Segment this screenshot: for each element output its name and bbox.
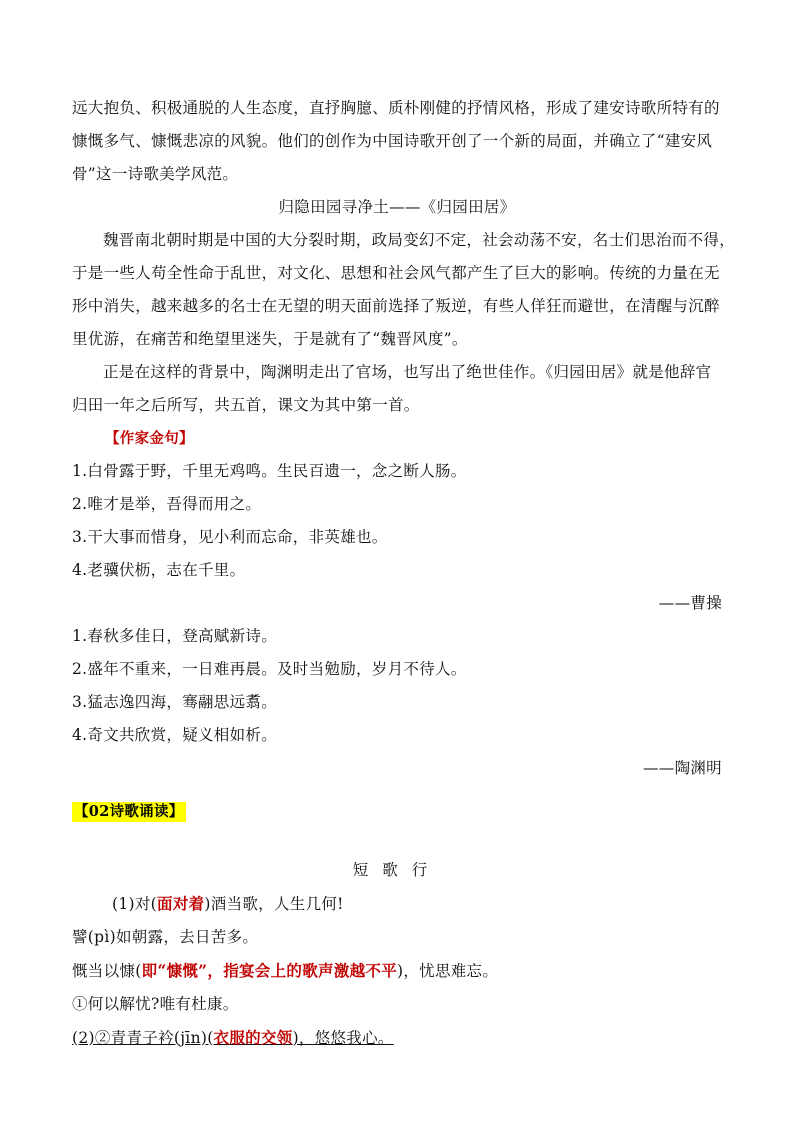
document-page — [72, 92, 736, 1055]
poem-line — [72, 954, 722, 988]
text-line: 归田一年之后所写，共五首，课文为其中第一首。 — [72, 396, 420, 414]
quote-item: 1.白骨露于野，千里无鸡鸣。生民百遗一，念之断人肠。 — [72, 462, 467, 480]
intro-paragraph — [72, 92, 722, 191]
tao-quotes — [72, 620, 722, 785]
poem-line: 譬(pì)如朝露，去日苦多。 — [72, 928, 259, 946]
poem-text: )，悠悠我心。 — [292, 1029, 394, 1047]
poem-body — [72, 887, 722, 1055]
quote-item: 4.奇文共欣赏，疑义相如析。 — [72, 726, 277, 744]
text-line: 形中消失，越来越多的名士在无望的明天面前选择了叛逆，有些人佯狂而避世，在清醒与沉醉 — [72, 297, 720, 315]
poem-text: 慨当以慷( — [72, 962, 142, 980]
section-title: 归隐田园寻净土——《归园田居》 — [278, 198, 516, 216]
text-line: 骨”这一诗歌美学风范。 — [72, 165, 239, 183]
poem-text: (2)②青青子衿(jīn)( — [72, 1029, 214, 1047]
poem-annotation: 面对着 — [157, 894, 205, 913]
poem-title: 短歌行 — [352, 861, 442, 879]
background-paragraph-2 — [72, 356, 722, 422]
poem-annotation: 衣服的交领 — [213, 1028, 293, 1047]
quote-item: 3.猛志逸四海，骞翮思远翥。 — [72, 693, 277, 711]
poem-text: )，忧思难忘。 — [397, 962, 499, 980]
poem-text: (1)对( — [112, 895, 158, 913]
text-line: 远大抱负、积极通脱的人生态度，直抒胸臆、质朴刚健的抒情风格，形成了建安诗歌所特有的 — [72, 99, 720, 117]
quotes-tag: 【作家金句】 — [105, 430, 194, 447]
section2-heading — [72, 795, 722, 828]
background-paragraph-1 — [72, 224, 736, 356]
quote-author: ——陶渊明 — [642, 759, 722, 777]
text-line: 正是在这样的背景中，陶渊明走出了官场，也写出了绝世佳作。《归园田居》就是他辞官 — [103, 363, 712, 381]
text-line: 魏晋南北朝时期是中国的大分裂时期，政局变幻不定，社会动荡不安，名士们思治而不得， — [103, 231, 736, 249]
text-line: 于是一些人苟全性命于乱世，对文化、思想和社会风气都产生了巨大的影响。传统的力量在无 — [72, 264, 720, 282]
section2-tag: 【02诗歌诵读】 — [74, 803, 184, 820]
poem-line — [72, 1021, 722, 1055]
caocao-quotes — [72, 455, 722, 620]
poem-text: )酒当歌，人生几何! — [204, 895, 344, 913]
quote-item: 2.盛年不重来，一日难再晨。及时当勉励，岁月不待人。 — [72, 660, 467, 678]
quotes-heading — [72, 422, 722, 455]
quote-item: 3.干大事而惜身，见小利而忘命，非英雄也。 — [72, 528, 388, 546]
text-line: 里优游，在痛苦和绝望里迷失，于是就有了“魏晋风度”。 — [72, 330, 468, 348]
quote-author: ——曹操 — [658, 594, 722, 612]
quote-item: 2.唯才是举，吾得而用之。 — [72, 495, 262, 513]
poem-annotation: 即“慷慨”，指宴会上的歌声激越不平 — [141, 961, 397, 980]
quote-item: 4.老骥伏枥，志在千里。 — [72, 561, 246, 579]
text-line: 慷慨多气、慷慨悲凉的风貌。他们的创作为中国诗歌开创了一个新的局面，并确立了“建安风 — [72, 132, 713, 150]
poem-line: ①何以解忧?唯有杜康。 — [72, 995, 239, 1013]
quote-item: 1.春秋多佳日，登高赋新诗。 — [72, 627, 277, 645]
poem-line — [72, 887, 722, 921]
